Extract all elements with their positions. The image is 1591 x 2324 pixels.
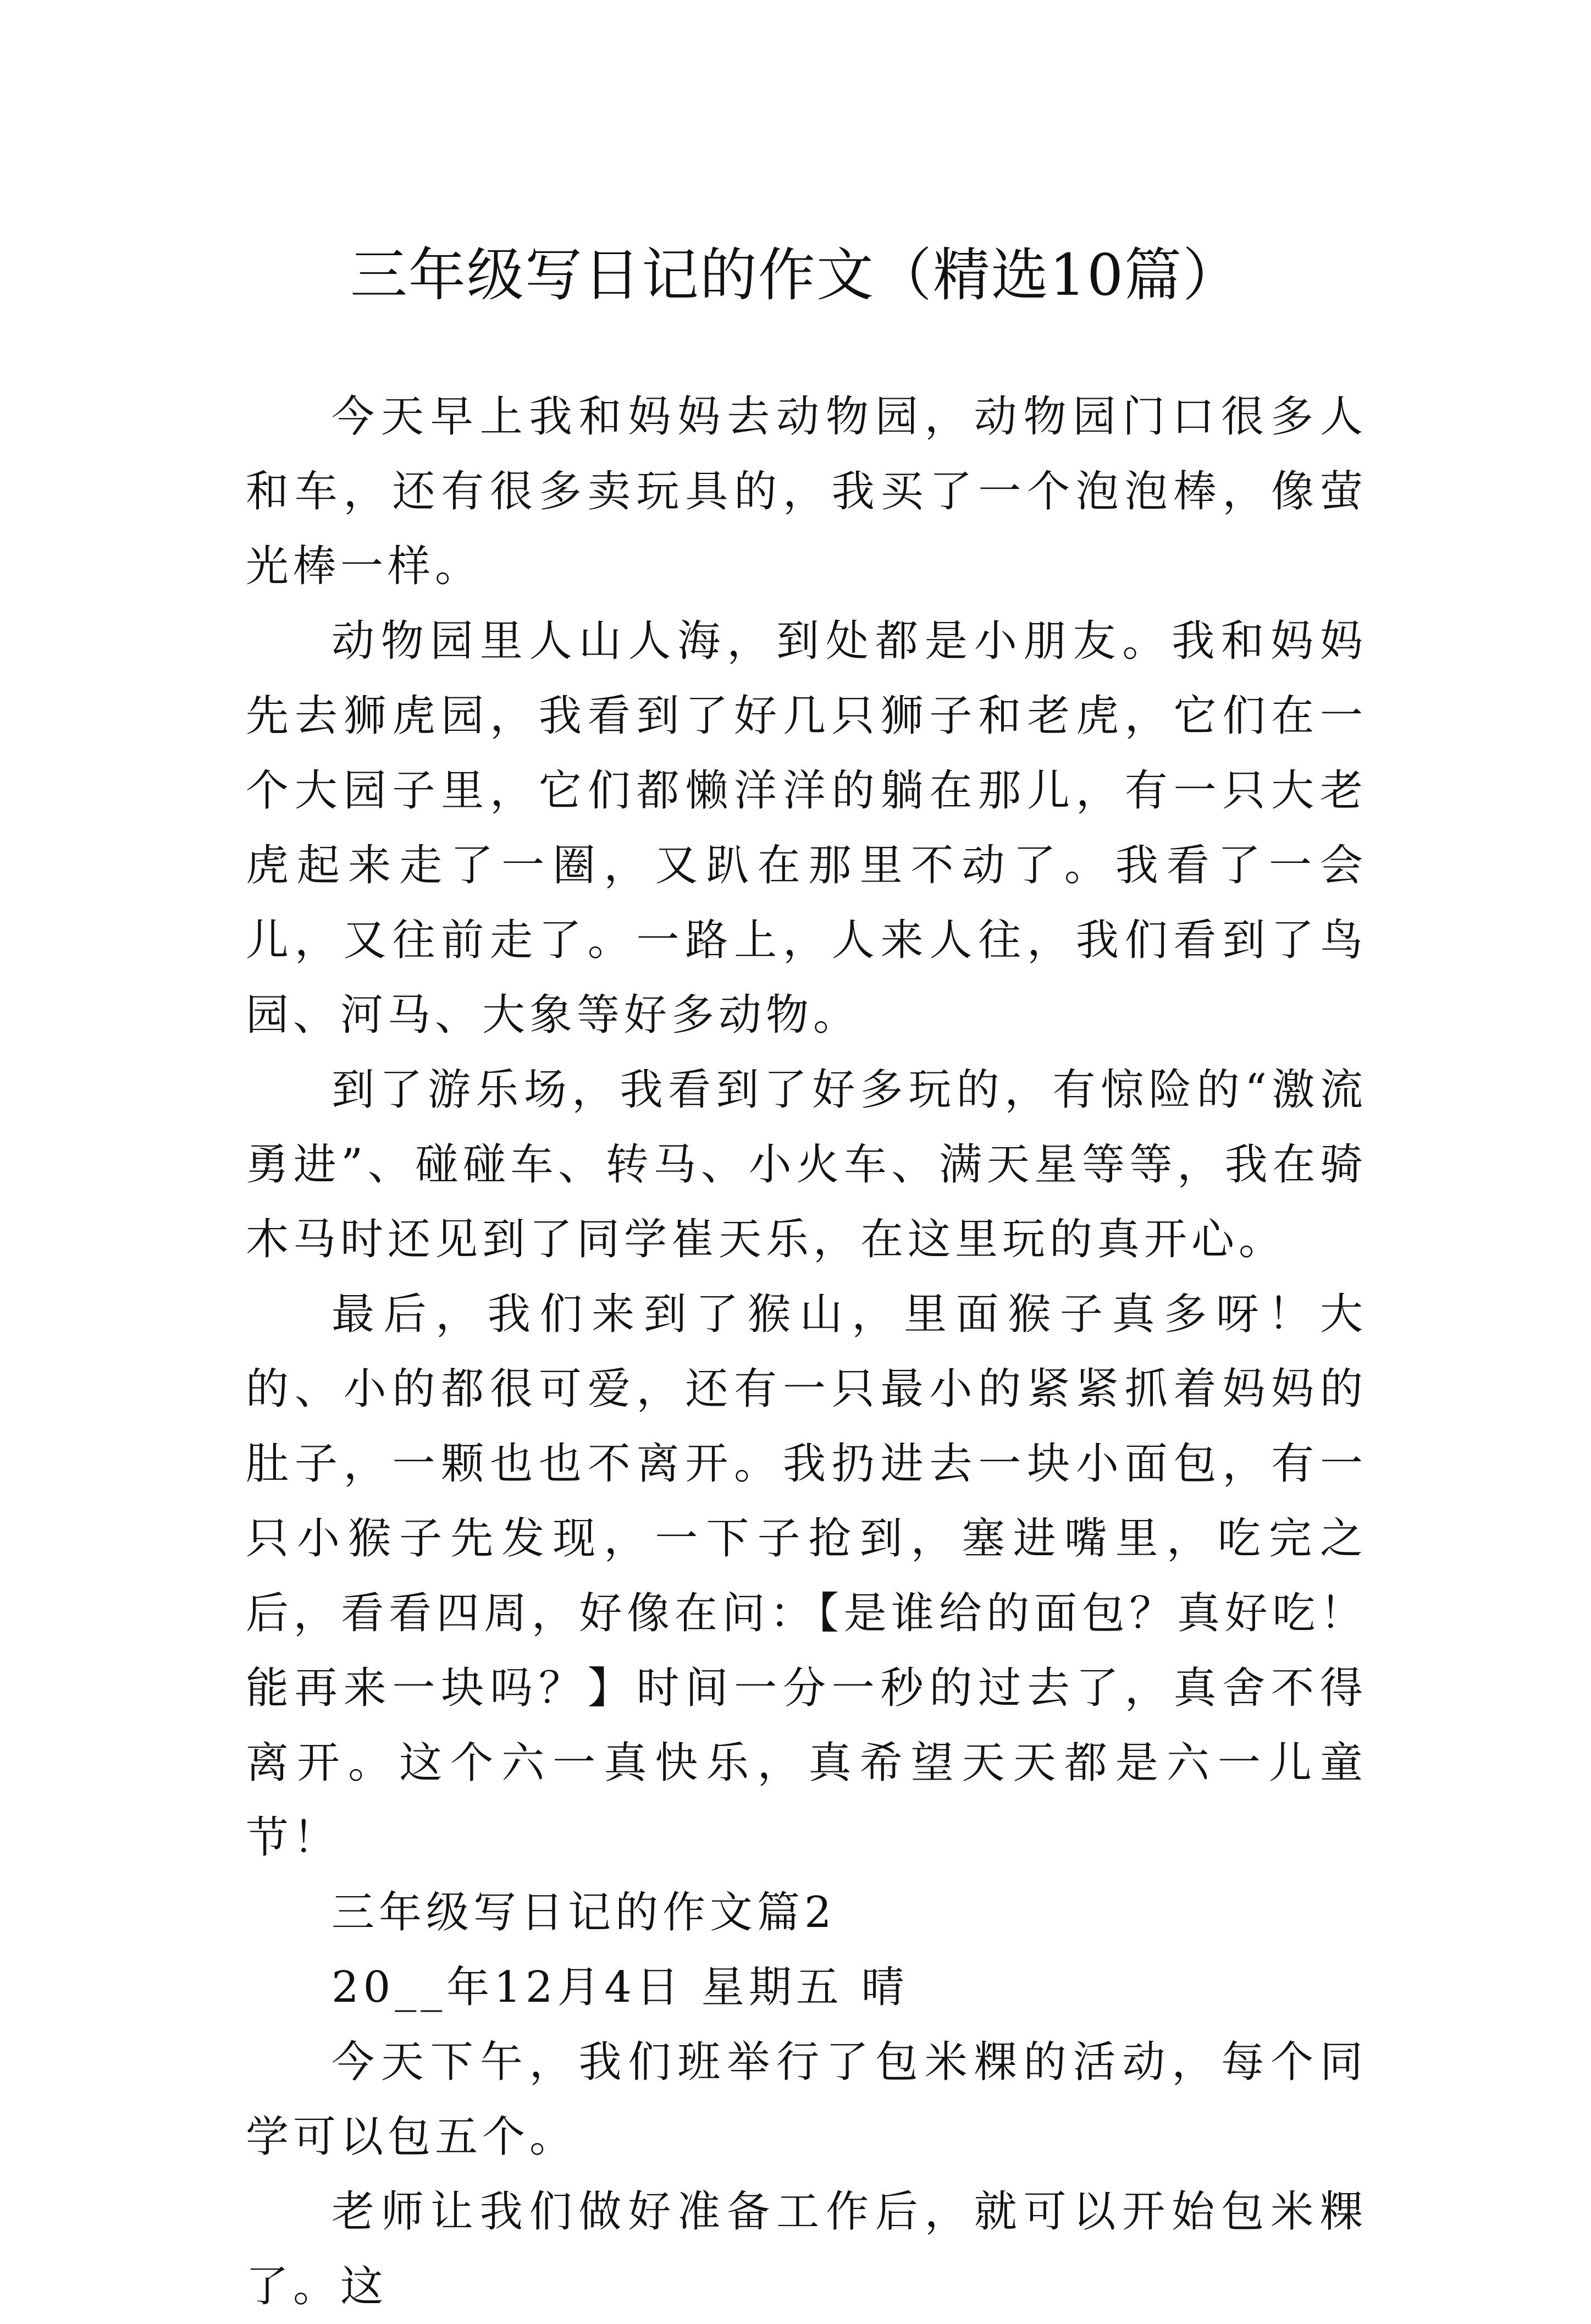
paragraph: 今天早上我和妈妈去动物园，动物园门口很多人和车，还有很多卖玩具的，我买了一个泡泡棒，像萤光棒一样。 [246,392,1367,591]
paragraph: 老师让我们做好准备工作后，就可以开始包米粿了。这 [246,2187,1367,2311]
paragraph: 动物园里人山人海，到处都是小朋友。我和妈妈先去狮虎园，我看到了好几只狮子和老虎，它们在一个大园子里，它们都懒洋洋的躺在那儿，有一只大老虎起来走了一圈，又趴在那里不动了。我看了一会儿，又往前走了。一路上，人来人往，我们看到了鸟园、河马、大象等好多动物。 [246,616,1367,1040]
paragraph: 今天下午，我们班举行了包米粿的活动，每个同学可以包五个。 [246,2037,1367,2162]
paragraph: 最后，我们来到了猴山，里面猴子真多呀！大的、小的都很可爱，还有一只最小的紧紧抓着妈妈的肚子，一颗也也不离开。我扔进去一块小面包，有一只小猴子先发现，一下子抢到，塞进嘴里，吃完之后，看看四周，好像在问：【是谁给的面包？真好吃！能再来一块吗？】时间一分一秒的过去了，真舍不得离开。这个六一真快乐，真希望天天都是六一儿童节！ [246,1290,1367,1863]
section-heading: 三年级写日记的作文篇2 [332,1888,836,1937]
paragraph: 到了游乐场，我看到了好多玩的，有惊险的“激流勇进”、碰碰车、转马、小火车、满天星等等，我在骑木马时还见到了同学崔天乐，在这里玩的真开心。 [246,1065,1367,1264]
date-line: 20__年12月4日 星期五 晴 [332,1963,909,2012]
document-title: 三年级写日记的作文（精选10篇） [350,241,1241,309]
document-body [246,379,1367,2324]
